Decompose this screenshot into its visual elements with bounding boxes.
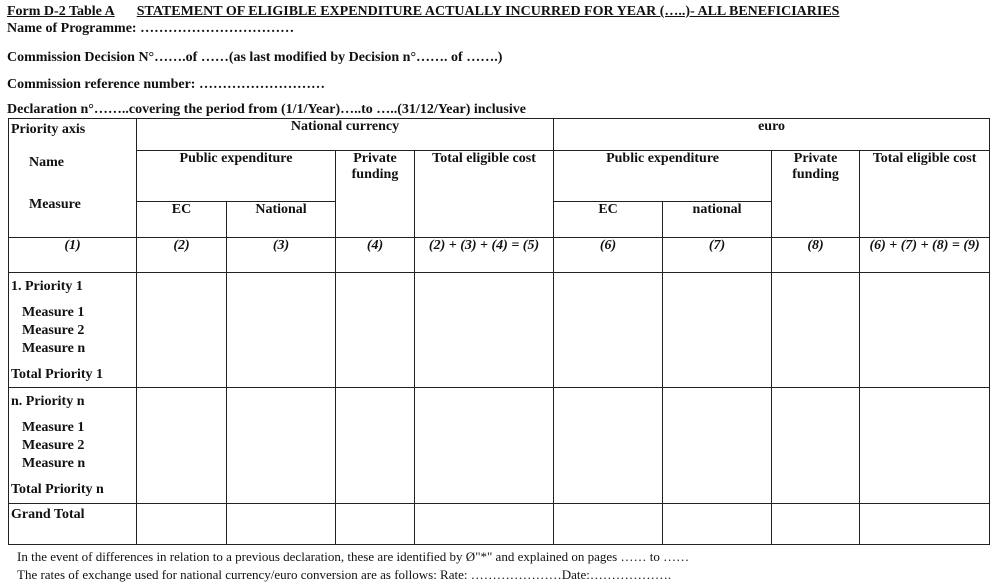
data-cell[interactable]: [554, 388, 663, 504]
priority-total-label: Total Priority n: [11, 482, 104, 498]
priority-group-row: [9, 272, 990, 388]
measure-item: Measure 1: [22, 304, 85, 320]
data-cell[interactable]: [415, 272, 554, 388]
priority-label: n. Priority n: [11, 394, 85, 410]
priority-group-cell: [9, 272, 137, 388]
data-cell[interactable]: [137, 272, 227, 388]
col-number-4: (4): [336, 237, 415, 272]
total-eligible-cost-header-nc: Total eligible cost: [415, 151, 554, 237]
data-cell[interactable]: [137, 388, 227, 504]
data-cell[interactable]: [860, 388, 990, 504]
euro-header: euro: [554, 119, 990, 151]
form-title-line: [7, 4, 839, 20]
col-number-3: (3): [227, 237, 336, 272]
data-cell[interactable]: [772, 272, 860, 388]
data-cell[interactable]: [772, 503, 860, 544]
priority-axis-header: [9, 119, 137, 238]
priority-group-cell: [9, 388, 137, 504]
data-cell[interactable]: [860, 503, 990, 544]
column-number-row: [9, 237, 990, 272]
public-expenditure-header-nc: Public expenditure: [137, 151, 336, 202]
total-eligible-cost-header-eur: Total eligible cost: [860, 151, 990, 237]
data-cell[interactable]: [336, 503, 415, 544]
name-label: Name: [29, 155, 64, 170]
col-number-8: (8): [772, 237, 860, 272]
measure-item: Measure 2: [22, 438, 85, 454]
data-cell[interactable]: [227, 388, 336, 504]
exchange-rate-note: The rates of exchange used for national currency/euro conversion are as follows: Rate: …………………Date:……………….: [17, 567, 672, 582]
data-cell[interactable]: [415, 503, 554, 544]
form-title: STATEMENT OF ELIGIBLE EXPENDITURE ACTUALLY INCURRED FOR YEAR (…..)- ALL BENEFICIARIES: [136, 4, 840, 19]
private-funding-header-nc: Private funding: [336, 151, 415, 237]
data-cell[interactable]: [663, 388, 772, 504]
private-funding-header-eur: Private funding: [772, 151, 860, 237]
measure-label: Measure: [29, 197, 81, 212]
grand-total-row: [9, 503, 990, 544]
priority-group-row: [9, 388, 990, 504]
data-cell[interactable]: [772, 388, 860, 504]
data-cell[interactable]: [554, 272, 663, 388]
programme-name-line: Name of Programme: ……………………………: [7, 21, 295, 36]
measure-item: Measure n: [22, 340, 86, 356]
data-cell[interactable]: [415, 388, 554, 504]
data-cell[interactable]: [860, 272, 990, 388]
data-cell[interactable]: [663, 503, 772, 544]
grand-total-label: [9, 503, 137, 544]
data-cell[interactable]: [554, 503, 663, 544]
data-cell[interactable]: [137, 503, 227, 544]
data-cell[interactable]: [227, 503, 336, 544]
data-cell[interactable]: [663, 272, 772, 388]
col-number-9: (6) + (7) + (8) = (9): [860, 237, 990, 272]
ec-header-nc: EC: [137, 202, 227, 237]
data-cell[interactable]: [336, 388, 415, 504]
data-cell[interactable]: [336, 272, 415, 388]
measure-item: Measure n: [22, 456, 86, 472]
form-label: Form D-2 Table A: [7, 4, 115, 19]
priority-axis-label: Priority axis: [11, 122, 86, 137]
commission-reference-line: Commission reference number: ………………………: [7, 77, 325, 92]
priority-total-label: Total Priority 1: [11, 366, 104, 382]
col-number-5: (2) + (3) + (4) = (5): [415, 237, 554, 272]
col-number-1: (1): [9, 237, 137, 272]
expenditure-table: [8, 118, 990, 545]
commission-decision-line: Commission Decision N°…….of ……(as last modified by Decision n°……. of …….): [7, 50, 503, 65]
national-currency-header: National currency: [137, 119, 554, 151]
col-number-6: (6): [554, 237, 663, 272]
differences-note: In the event of differences in relation to a previous declaration, these are identified by Ø"*" and explained on pages …… to ……: [17, 549, 690, 564]
measure-item: Measure 2: [22, 322, 85, 338]
national-header-nc: National: [227, 202, 336, 237]
declaration-line: Declaration n°……..covering the period from (1/1/Year)…..to …..(31/12/Year) inclusive: [7, 102, 526, 117]
col-number-7: (7): [663, 237, 772, 272]
grand-total-text: Grand Total: [11, 506, 85, 522]
priority-label: 1. Priority 1: [11, 278, 83, 294]
national-header-eur: national: [663, 202, 772, 237]
public-expenditure-header-eur: Public expenditure: [554, 151, 772, 202]
data-cell[interactable]: [227, 272, 336, 388]
ec-header-eur: EC: [554, 202, 663, 237]
measure-item: Measure 1: [22, 420, 85, 436]
col-number-2: (2): [137, 237, 227, 272]
